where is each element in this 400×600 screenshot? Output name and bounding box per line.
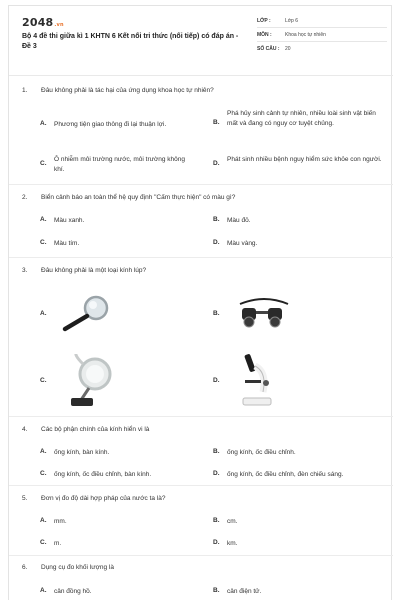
option-key: C. <box>40 160 47 167</box>
option-b[interactable] <box>213 310 227 317</box>
option-key: C. <box>40 377 47 384</box>
option-text: Màu tím. <box>54 240 80 247</box>
question-divider <box>9 257 393 258</box>
magnifying-glass-icon[interactable] <box>55 294 115 334</box>
question-text <box>22 267 146 274</box>
option-c[interactable] <box>40 155 205 175</box>
option-key: C. <box>40 470 47 477</box>
option-text: Màu vàng. <box>227 240 258 247</box>
option-c[interactable] <box>40 377 54 384</box>
option-text: Phương tiện giao thông đi lại thuận lợi. <box>54 121 167 128</box>
question-divider <box>9 184 393 185</box>
meta-value: Lớp 6 <box>285 17 299 24</box>
exam-header <box>9 6 393 66</box>
question-number: 4. <box>22 426 28 433</box>
question-divider <box>9 485 393 486</box>
option-key: B. <box>213 587 220 594</box>
question-divider <box>9 555 393 556</box>
header-divider <box>9 75 393 76</box>
question-prompt: Đâu không phải là một loại kính lúp? <box>41 267 147 274</box>
question-text <box>22 426 149 433</box>
option-text: m. <box>54 540 62 547</box>
option-a[interactable] <box>40 448 109 458</box>
logo-suffix: .vn <box>54 22 64 28</box>
question-divider <box>9 416 393 417</box>
question-prompt: Các bộ phận chính của kính hiển vi là <box>41 426 150 433</box>
meta-key: LỚP : <box>257 17 271 24</box>
option-key: D. <box>213 160 220 167</box>
loupe-glasses-icon[interactable] <box>234 296 294 330</box>
option-text: Màu đỏ. <box>227 217 251 224</box>
option-key: B. <box>213 216 220 223</box>
option-b[interactable] <box>213 587 261 597</box>
option-key: B. <box>213 119 220 126</box>
exam-title: Bộ 4 đề thi giữa kì 1 KHTN 6 Kết nối tri thức (nối tiếp) có đáp án - Đề 3 <box>22 33 239 50</box>
exam-page <box>8 5 392 600</box>
site-logo[interactable] <box>22 16 64 29</box>
option-text: Ô nhiễm môi trường nước, môi trường không khí. <box>54 156 185 173</box>
question-number: 1. <box>22 87 28 94</box>
option-text: ống kính, bàn kính. <box>54 449 110 456</box>
option-key: B. <box>213 448 220 455</box>
logo-text: 2048 <box>22 16 54 29</box>
option-a[interactable] <box>40 587 92 597</box>
question-prompt: Biển cảnh báo an toàn thể hệ quy định "Cấm thực hiện" có màu gì? <box>41 194 236 201</box>
question-prompt: Đơn vị đo độ dài hợp pháp của nước ta là? <box>41 495 166 502</box>
option-text: ống kính, ốc điều chỉnh, đèn chiếu sáng. <box>227 471 344 478</box>
option-d[interactable] <box>213 239 257 249</box>
option-key: A. <box>40 216 47 223</box>
option-key: D. <box>213 239 220 246</box>
option-key: C. <box>40 239 47 246</box>
option-key: D. <box>213 377 220 384</box>
option-a[interactable] <box>40 517 67 527</box>
option-b[interactable] <box>213 109 385 129</box>
option-key: A. <box>40 310 47 317</box>
lamp-magnifier-icon[interactable] <box>67 354 117 409</box>
option-text: Phá hủy sinh cảnh tự nhiên, nhiều loài sinh vật biến mất và đang có nguy cơ tuyệt chủng. <box>227 110 376 127</box>
option-a[interactable] <box>40 120 205 130</box>
question-text <box>22 564 114 571</box>
option-text: cm. <box>227 518 238 525</box>
option-text: Phát sinh nhiều bệnh nguy hiểm sức khỏe con người. <box>227 156 382 163</box>
meta-value: Khoa học tự nhiên <box>285 31 326 38</box>
question-prompt: Dụng cụ đo khối lượng là <box>41 564 114 571</box>
question-number: 3. <box>22 267 28 274</box>
option-b[interactable] <box>213 448 296 458</box>
option-d[interactable] <box>213 377 227 384</box>
option-text: cân đồng hồ. <box>54 588 92 595</box>
microscope-icon[interactable] <box>237 352 277 408</box>
meta-row-subject <box>257 28 387 42</box>
option-a[interactable] <box>40 310 54 317</box>
option-key: B. <box>213 310 220 317</box>
meta-key: SỐ CÂU : <box>257 46 280 52</box>
option-text: ống kính, ốc điều chỉnh. <box>227 449 296 456</box>
option-text: ống kính, ốc điều chỉnh, bàn kính. <box>54 471 152 478</box>
meta-row-grade <box>257 14 387 28</box>
option-key: A. <box>40 587 47 594</box>
option-key: C. <box>40 539 47 546</box>
question-prompt: Đâu không phải là tác hại của ứng dụng khoa học tự nhiên? <box>41 87 214 94</box>
option-key: A. <box>40 448 47 455</box>
question-text <box>22 87 214 94</box>
option-text: km. <box>227 540 238 547</box>
meta-key: MÔN : <box>257 31 272 38</box>
question-text <box>22 495 165 502</box>
option-key: A. <box>40 120 47 127</box>
option-d[interactable] <box>213 539 237 549</box>
option-key: A. <box>40 517 47 524</box>
option-text: Màu xanh. <box>54 217 85 224</box>
option-text: mm. <box>54 518 67 525</box>
option-c[interactable] <box>40 470 151 480</box>
question-text <box>22 194 235 201</box>
question-number: 6. <box>22 564 28 571</box>
meta-value: 20 <box>285 46 291 52</box>
option-b[interactable] <box>213 517 237 527</box>
question-number: 2. <box>22 194 28 201</box>
exam-meta <box>257 14 387 56</box>
option-a[interactable] <box>40 216 84 226</box>
option-text: cân điện tử. <box>227 588 262 595</box>
option-c[interactable] <box>40 539 61 549</box>
option-key: B. <box>213 517 220 524</box>
question-number: 5. <box>22 495 28 502</box>
option-c[interactable] <box>40 239 79 249</box>
option-d[interactable] <box>213 155 385 167</box>
option-b[interactable] <box>213 216 251 226</box>
option-key: D. <box>213 470 220 477</box>
option-key: D. <box>213 539 220 546</box>
option-d[interactable] <box>213 470 343 480</box>
meta-row-count <box>257 42 387 56</box>
